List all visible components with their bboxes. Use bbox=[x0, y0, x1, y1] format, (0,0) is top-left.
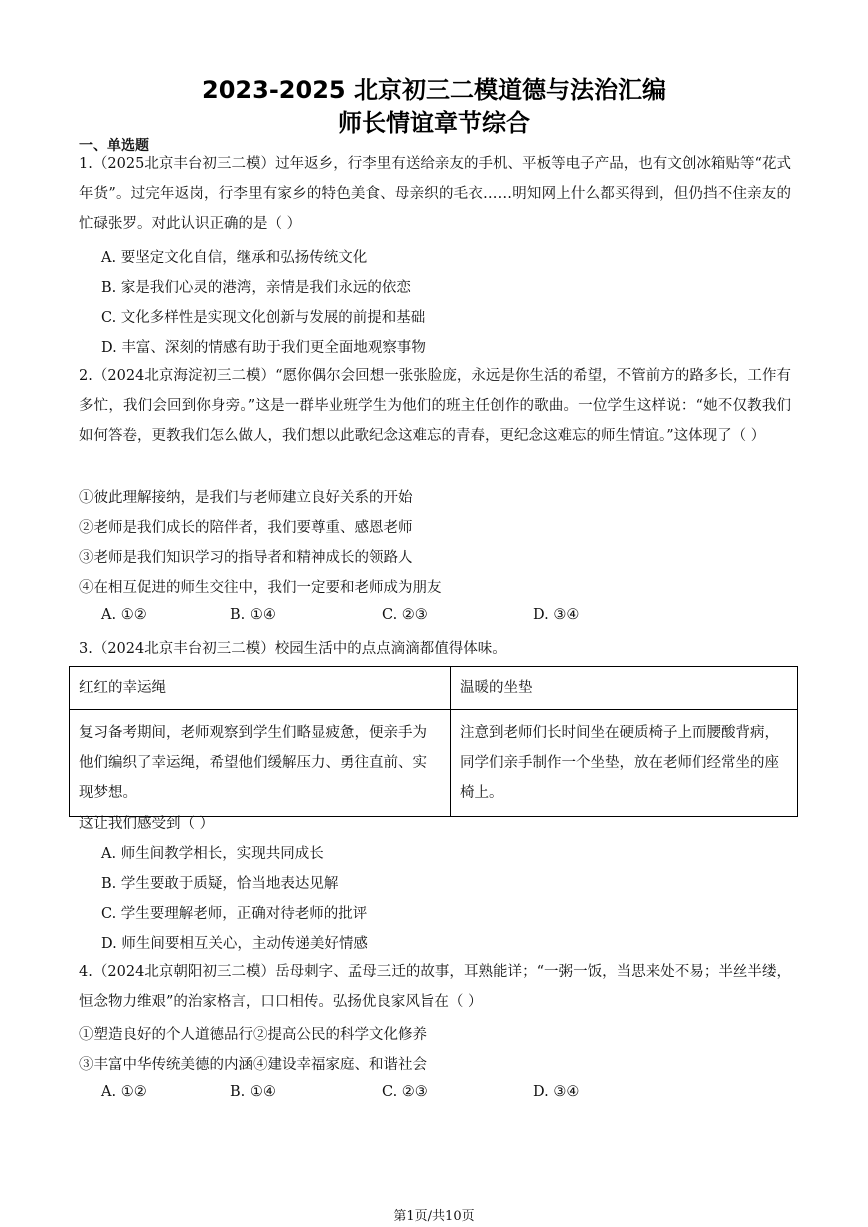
question-4-choice-c: C. ②③ bbox=[382, 1084, 428, 1100]
section-heading: 一、单选题 bbox=[79, 138, 149, 154]
table-header-row bbox=[70, 667, 798, 710]
question-2-choice-c: C. ②③ bbox=[382, 607, 428, 623]
question-2-statement-2: ②老师是我们成长的陪伴者，我们要尊重、感恩老师 bbox=[79, 520, 413, 536]
question-2-choice-a: A. ①② bbox=[101, 607, 147, 623]
question-3-option-b: B. 学生要敢于质疑，恰当地表达见解 bbox=[101, 876, 339, 892]
question-1-option-a: A. 要坚定文化自信，继承和弘扬传统文化 bbox=[101, 250, 368, 266]
question-2-stem: 2.（2024北京海淀初三二模）“愿你偶尔会回想一张张脸庞，永远是你生活的希望，不管前方的路多长，工作有多忙，我们会回到你身旁。”这是一群毕业班学生为他们的班主任创作的歌曲。一位学生这样说：“她不仅教我们如何答卷，更教我们怎么做人，我们想以此歌纪念这难忘的青春，更纪念这难忘的师生情谊。”这体现了（ ） bbox=[79, 368, 791, 444]
question-3-option-c: C. 学生要理解老师，正确对待老师的批评 bbox=[101, 906, 368, 922]
question-4-choice-b: B. ①④ bbox=[230, 1084, 276, 1100]
table-header-cell: 温暖的坐垫 bbox=[451, 667, 798, 710]
question-3-follow: 这让我们感受到（ ） bbox=[79, 816, 215, 832]
question-1-option-b: B. 家是我们心灵的港湾，亲情是我们永远的依恋 bbox=[101, 280, 411, 296]
question-4-statement-2: ③丰富中华传统美德的内涵④建设幸福家庭、和谐社会 bbox=[79, 1057, 427, 1073]
question-3-table bbox=[69, 666, 798, 817]
question-3-option-d: D. 师生间要相互关心，主动传递美好情感 bbox=[101, 936, 368, 952]
question-2-choice-d: D. ③④ bbox=[533, 607, 580, 623]
question-3-stem: 3.（2024北京丰台初三二模）校园生活中的点点滴滴都值得体味。 bbox=[79, 641, 507, 657]
table-row bbox=[70, 710, 798, 817]
question-3-option-a: A. 师生间教学相长，实现共同成长 bbox=[101, 846, 324, 862]
question-1-option-c: C. 文化多样性是实现文化创新与发展的前提和基础 bbox=[101, 310, 426, 326]
document-subtitle: 师长情谊章节综合 bbox=[338, 109, 530, 137]
table-cell: 注意到老师们长时间坐在硬质椅子上而腰酸背病，同学们亲手制作一个坐垫，放在老师们经常坐的座椅上。 bbox=[451, 710, 798, 817]
table-cell: 复习备考期间，老师观察到学生们略显疲惫，便亲手为他们编织了幸运绳，希望他们缓解压力、勇往直前、实现梦想。 bbox=[70, 710, 451, 817]
table-header-cell: 红红的幸运绳 bbox=[70, 667, 451, 710]
question-1-stem: 1.（2025北京丰台初三二模）过年返乡，行李里有送给亲友的手机、平板等电子产品，也有文创冰箱贴等“花式年货”。过完年返岗，行李里有家乡的特色美食、母亲织的毛衣……明知网上什么都买得到，但仍挡不住亲友的忙碌张罗。对此认识正确的是（ ） bbox=[79, 156, 791, 232]
question-2-statement-4: ④在相互促进的师生交往中，我们一定要和老师成为朋友 bbox=[79, 580, 442, 596]
question-4-statement-1: ①塑造良好的个人道德品行②提高公民的科学文化修养 bbox=[79, 1027, 427, 1043]
question-4-choice-a: A. ①② bbox=[101, 1084, 147, 1100]
question-1-option-d: D. 丰富、深刻的情感有助于我们更全面地观察事物 bbox=[101, 340, 426, 356]
question-4-choice-d: D. ③④ bbox=[533, 1084, 580, 1100]
question-2-statement-3: ③老师是我们知识学习的指导者和精神成长的领路人 bbox=[79, 550, 413, 566]
question-4-stem: 4.（2024北京朝阳初三二模）岳母刺字、孟母三迁的故事，耳熟能详；“一粥一饭，当思来处不易；半丝半缕，恒念物力维艰”的治家格言，口口相传。弘扬优良家风旨在（ ） bbox=[79, 964, 791, 1010]
question-2-choice-b: B. ①④ bbox=[230, 607, 276, 623]
document-title: 2023-2025 北京初三二模道德与法治汇编 bbox=[202, 76, 666, 104]
question-2-statement-1: ①彼此理解接纳，是我们与老师建立良好关系的开始 bbox=[79, 490, 413, 506]
page-number-footer: 第1页/共10页 bbox=[393, 1209, 475, 1224]
